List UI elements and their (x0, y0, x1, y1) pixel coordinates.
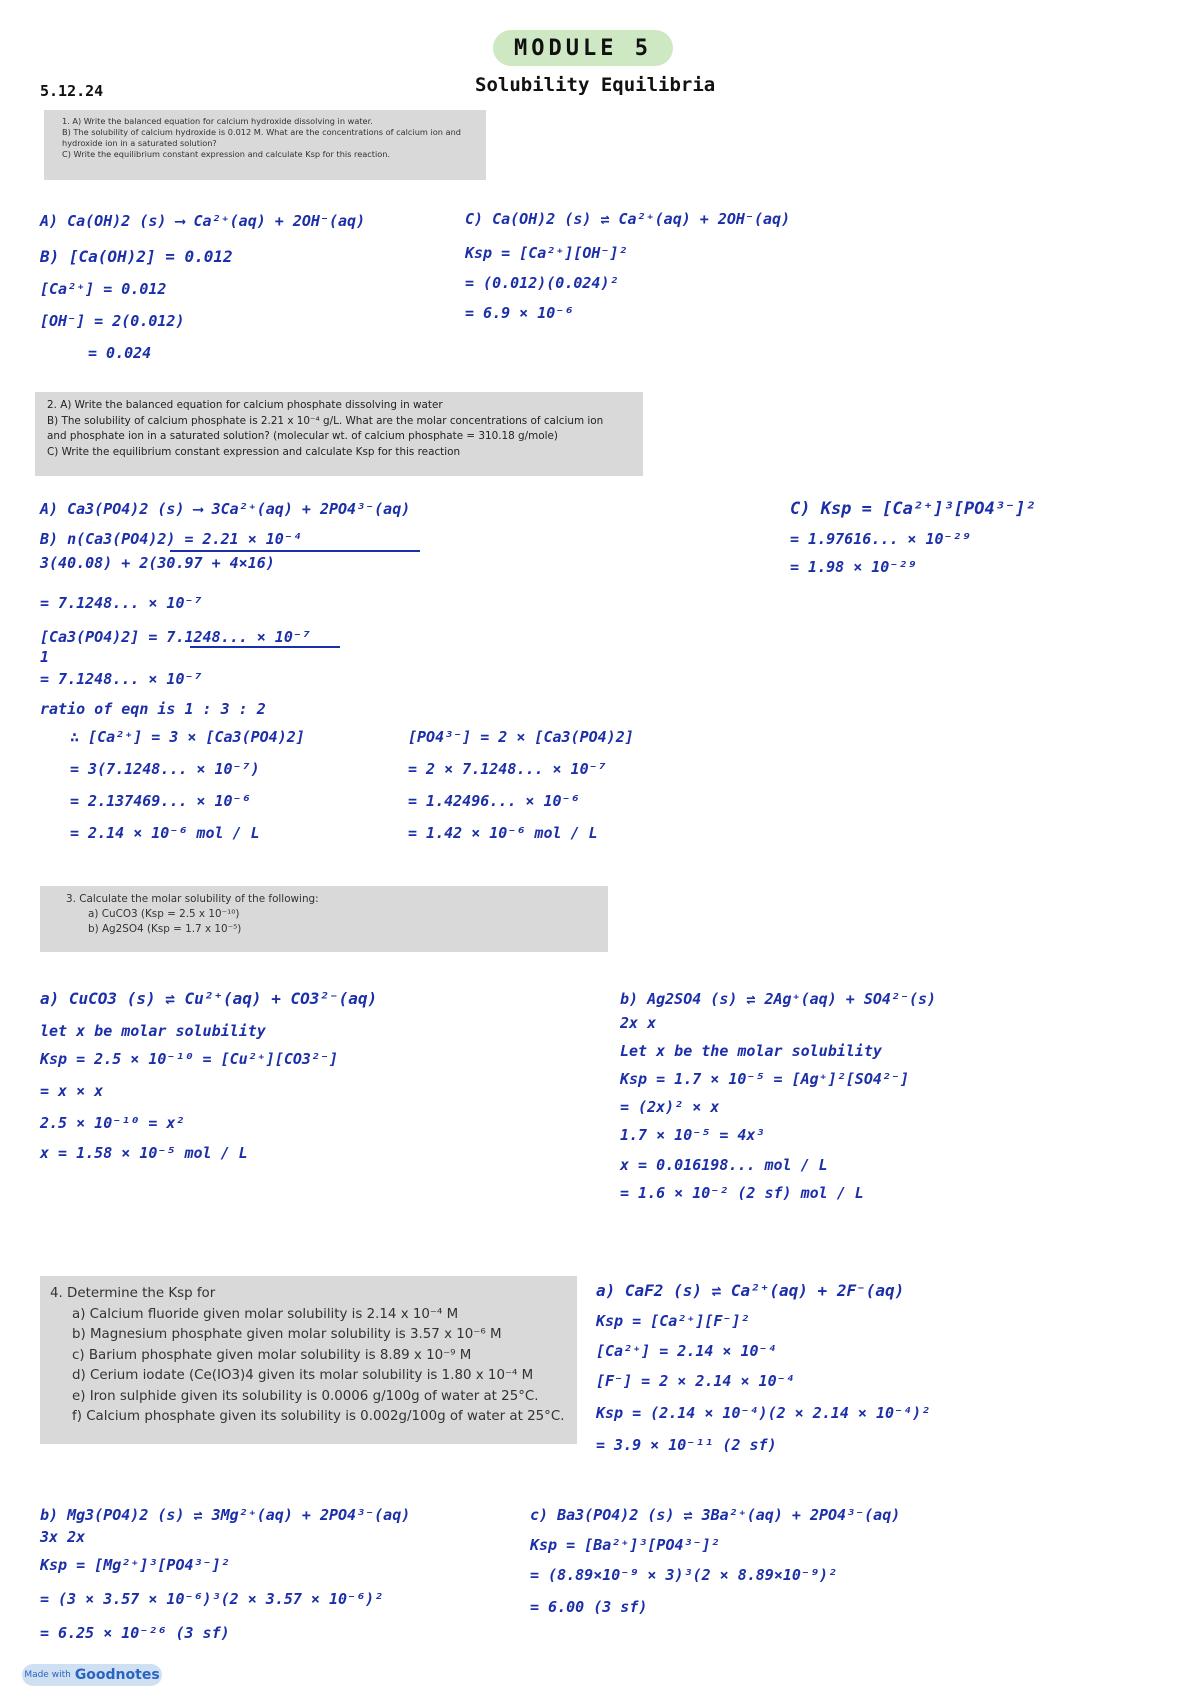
answer-line: = 6.25 × 10⁻²⁶ (3 sf) (40, 1624, 230, 1642)
answer-line: x = 0.016198... mol / L (620, 1156, 828, 1174)
answer-line: [PO4³⁻] = 2 × [Ca3(PO4)2] (408, 728, 634, 746)
answer-line: [OH⁻] = 2(0.012) (40, 312, 185, 330)
answer-line: = (8.89×10⁻⁹ × 3)³(2 × 8.89×10⁻⁹)² (530, 1566, 838, 1584)
answer-line: = 1.97616... × 10⁻²⁹ (790, 530, 971, 548)
answer-line: let x be molar solubility (40, 1022, 266, 1040)
answer-line: B) [Ca(OH)2] = 0.012 (40, 247, 233, 266)
answer-line: [Ca²⁺] = 2.14 × 10⁻⁴ (596, 1342, 777, 1360)
answer-line: c) Ba3(PO4)2 (s) ⇌ 3Ba²⁺(aq) + 2PO4³⁻(aq) (530, 1506, 901, 1524)
answer-line: b) Mg3(PO4)2 (s) ⇌ 3Mg²⁺(aq) + 2PO4³⁻(aq) (40, 1506, 411, 1524)
page-title: MODULE 5 (514, 35, 652, 61)
answer-line: = x × x (40, 1082, 104, 1100)
question-line: b) Magnesium phosphate given molar solubility is 3.57 x 10⁻⁶ M (72, 1327, 502, 1342)
question-line: a) Calcium fluoride given molar solubility is 2.14 x 10⁻⁴ M (72, 1306, 459, 1322)
answer-line: a) CaF2 (s) ⇌ Ca²⁺(aq) + 2F⁻(aq) (596, 1281, 905, 1300)
answer-line: Ksp = [Mg²⁺]³[PO4³⁻]² (40, 1556, 230, 1574)
answer-line: ratio of eqn is 1 : 3 : 2 (40, 700, 266, 718)
answer-line: C) Ksp = [Ca²⁺]³[PO4³⁻]² (790, 499, 1036, 519)
answer-line: = 7.1248... × 10⁻⁷ (40, 670, 203, 688)
answer-line: = 3.9 × 10⁻¹¹ (2 sf) (596, 1436, 777, 1454)
module-title-pill (493, 30, 673, 66)
answer-line: A) Ca3(PO4)2 (s) ⟶ 3Ca²⁺(aq) + 2PO4³⁻(aq) (40, 500, 411, 518)
question-line: C) Write the equilibrium constant expression and calculate Ksp for this reaction (47, 445, 461, 458)
answer-line: 1.7 × 10⁻⁵ = 4x³ (620, 1126, 765, 1144)
answer-line: [Ca²⁺] = 0.012 (40, 280, 167, 298)
answer-line: Ksp = (2.14 × 10⁻⁴)(2 × 2.14 × 10⁻⁴)² (596, 1404, 931, 1422)
answer-line: ∴ [Ca²⁺] = 3 × [Ca3(PO4)2] (70, 728, 305, 746)
answer-line: = (2x)² × x (620, 1098, 720, 1116)
page-date: 5.12.24 (40, 82, 104, 100)
answer-line: b) Ag2SO4 (s) ⇌ 2Ag⁺(aq) + SO4²⁻(s) (620, 990, 937, 1008)
answer-line: 2.5 × 10⁻¹⁰ = x² (40, 1114, 185, 1132)
goodnotes-badge (22, 1664, 162, 1686)
answer-line: 3(40.08) + 2(30.97 + 4×16) (40, 554, 275, 572)
answer-line: A) Ca(OH)2 (s) ⟶ Ca²⁺(aq) + 2OH⁻(aq) (40, 212, 366, 230)
question-line: and phosphate ion in a saturated solution? (molecular wt. of calcium phosphate = 310.18 g/mole) (47, 430, 558, 442)
answer-line: [F⁻] = 2 × 2.14 × 10⁻⁴ (596, 1372, 795, 1390)
question-line: B) The solubility of calcium hydroxide is 0.012 M. What are the concentrations of calcium ion and (62, 127, 461, 137)
question-4-box (40, 1276, 577, 1444)
question-line: e) Iron sulphide given its solubility is 0.0006 g/100g of water at 25°C. (72, 1388, 539, 1404)
question-line: 2. A) Write the balanced equation for calcium phosphate dissolving in water (47, 399, 443, 411)
answer-line: = 6.9 × 10⁻⁶ (465, 304, 574, 322)
question-line: a) CuCO3 (Ksp = 2.5 x 10⁻¹⁰) (88, 908, 240, 920)
answer-line: Ksp = 1.7 × 10⁻⁵ = [Ag⁺]²[SO4²⁻] (620, 1070, 909, 1088)
answer-line: = 1.42 × 10⁻⁶ mol / L (408, 824, 598, 842)
answer-line: = 1.42496... × 10⁻⁶ (408, 792, 580, 810)
answer-line: = 1.98 × 10⁻²⁹ (790, 558, 917, 576)
question-1-box (44, 110, 486, 180)
answer-line: = 2 × 7.1248... × 10⁻⁷ (408, 760, 607, 778)
answer-line: = 2.137469... × 10⁻⁶ (70, 792, 251, 810)
fraction-bar (190, 646, 340, 648)
answer-line: Ksp = 2.5 × 10⁻¹⁰ = [Cu²⁺][CO3²⁻] (40, 1050, 339, 1068)
question-line: hydroxide ion in a saturated solution? (62, 138, 217, 148)
question-line: 3. Calculate the molar solubility of the following: (66, 893, 319, 905)
answer-line: = 0.024 (88, 344, 152, 362)
answer-line: Ksp = [Ca²⁺][OH⁻]² (465, 244, 628, 262)
answer-line: Ksp = [Ba²⁺]³[PO4³⁻]² (530, 1536, 720, 1554)
page-subtitle: Solubility Equilibria (475, 74, 716, 96)
question-line: f) Calcium phosphate given its solubility is 0.002g/100g of water at 25°C. (72, 1409, 565, 1424)
answer-line: B) n(Ca3(PO4)2) = 2.21 × 10⁻⁴ (40, 530, 302, 548)
question-line: B) The solubility of calcium phosphate is 2.21 x 10⁻⁴ g/L. What are the molar concentrations of calcium ion (47, 414, 604, 427)
question-line: C) Write the equilibrium constant expression and calculate Ksp for this reaction. (62, 149, 391, 159)
question-line: 1. A) Write the balanced equation for calcium hydroxide dissolving in water. (62, 116, 373, 126)
answer-line: [Ca3(PO4)2] = 7.1248... × 10⁻⁷ (40, 628, 311, 646)
brand-prefix: Made with (24, 1670, 71, 1680)
question-line: c) Barium phosphate given molar solubility is 8.89 x 10⁻⁹ M (72, 1347, 472, 1363)
answer-line: = 2.14 × 10⁻⁶ mol / L (70, 824, 260, 842)
answer-line: = 3(7.1248... × 10⁻⁷) (70, 760, 260, 778)
question-line: b) Ag2SO4 (Ksp = 1.7 x 10⁻⁵) (88, 923, 242, 935)
answer-line: 3x 2x (40, 1528, 86, 1546)
answer-line: = 6.00 (3 sf) (530, 1598, 648, 1616)
fraction-bar (170, 550, 420, 552)
answer-line: 1 (40, 648, 50, 666)
answer-line: x = 1.58 × 10⁻⁵ mol / L (40, 1144, 248, 1162)
answer-line: = (3 × 3.57 × 10⁻⁶)³(2 × 3.57 × 10⁻⁶)² (40, 1590, 384, 1608)
answer-line: = 7.1248... × 10⁻⁷ (40, 594, 203, 612)
question-line: d) Cerium iodate (Ce(IO3)4 given its molar solubility is 1.80 x 10⁻⁴ M (72, 1368, 534, 1383)
question-2-box (35, 392, 643, 476)
answer-line: Ksp = [Ca²⁺][F⁻]² (596, 1312, 750, 1330)
brand-name: Goodnotes (74, 1667, 160, 1683)
answer-line: a) CuCO3 (s) ⇌ Cu²⁺(aq) + CO3²⁻(aq) (40, 989, 378, 1008)
answer-line: C) Ca(OH)2 (s) ⇌ Ca²⁺(aq) + 2OH⁻(aq) (465, 210, 791, 228)
answer-line: 2x x (620, 1014, 657, 1032)
answer-line: Let x be the molar solubility (620, 1042, 882, 1060)
question-line: 4. Determine the Ksp for (50, 1286, 216, 1301)
answer-line: = 1.6 × 10⁻² (2 sf) mol / L (620, 1184, 864, 1202)
answer-line: = (0.012)(0.024)² (465, 274, 619, 292)
question-3-box (40, 886, 608, 952)
